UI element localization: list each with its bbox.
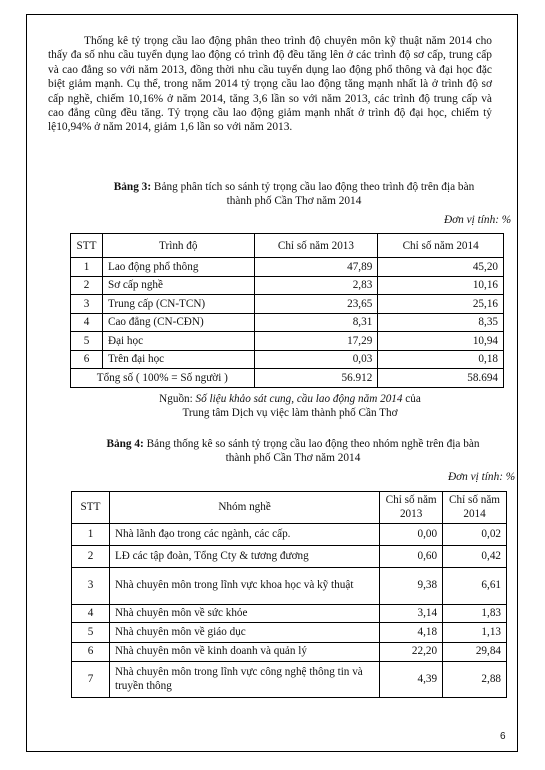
body-paragraph: Thống kê tỷ trọng cầu lao động phân theo trình độ chuyên môn kỹ thuật năm 2014 cho thấy đa số nhu cầu tuyển dụng lao động có trình độ đều tăng lên ở các trình độ sơ cấp, trung cấp và cao đẳng so với năm 2013, đồng thời nhu cầu tuyển dụng lao động phổ thông và đại học đặc biệt giảm mạnh. Cụ thể, trong năm 2014 tỷ trọng cầu lao động tăng mạnh nhất là ở trình độ sơ cấp nghề, chiếm 10,16% ở năm 2014, tăng 3,6 lần so với năm 2013, các trình độ trung cấp và cao đẳng cũng đều tăng. Tỷ trọng cầu lao động giảm mạnh nhất ở trình độ đại học, chiếm tỷ lệ10,94% ở năm 2014, giảm 1,6 lần so với năm 2013. xyxy=(48,35,492,134)
cell-2013: 9,38 xyxy=(380,568,443,605)
cell-label: LĐ các tập đoàn, Tổng Cty & tương đương xyxy=(109,546,379,568)
source-part2: cầu lao động năm 2014 xyxy=(296,393,403,405)
cell-2014: 6,61 xyxy=(443,568,507,605)
cell-stt: 7 xyxy=(72,662,110,698)
cell-2013: 0,60 xyxy=(380,546,443,568)
cell-2014: 8,35 xyxy=(378,313,504,332)
table-row xyxy=(72,605,507,623)
cell-label: Nhà chuyên môn trong lĩnh vực công nghệ thông tin và truyền thông xyxy=(109,662,379,698)
total-2014: 58.694 xyxy=(378,369,504,388)
cell-label: Lao động phổ thông xyxy=(102,258,254,277)
cell-label: Trên đại học xyxy=(102,350,254,369)
table-row xyxy=(71,295,504,314)
table4 xyxy=(71,491,507,698)
total-label: Tổng số ( 100% = Số người ) xyxy=(71,369,255,388)
cell-stt: 2 xyxy=(72,546,110,568)
source-prefix: Nguồn: xyxy=(159,393,196,405)
table3-source xyxy=(140,392,440,420)
cell-2014: 0,18 xyxy=(378,350,504,369)
table3-caption-text: Bảng phân tích so sánh tỷ trọng cầu lao động theo trình độ trên địa bàn xyxy=(151,181,475,193)
cell-2014: 0,42 xyxy=(443,546,507,568)
cell-label: Sơ cấp nghề xyxy=(102,276,254,295)
table-header-row xyxy=(72,492,507,524)
cell-stt: 4 xyxy=(71,313,103,332)
cell-stt: 5 xyxy=(72,623,110,643)
cell-label: Đại học xyxy=(102,332,254,351)
table-row xyxy=(71,276,504,295)
table-row xyxy=(72,643,507,662)
table-row xyxy=(72,623,507,643)
table-row xyxy=(72,568,507,605)
cell-2013: 8,31 xyxy=(254,313,378,332)
table4-body xyxy=(72,524,507,698)
cell-2014: 1,13 xyxy=(443,623,507,643)
cell-label: Trung cấp (CN-TCN) xyxy=(102,295,254,314)
table4-caption xyxy=(78,437,508,465)
cell-label: Nhà chuyên môn về sức khỏe xyxy=(109,605,379,623)
table-row xyxy=(72,546,507,568)
cell-2013: 4,39 xyxy=(380,662,443,698)
cell-2013: 2,83 xyxy=(254,276,378,295)
cell-2014: 2,88 xyxy=(443,662,507,698)
cell-label: Nhà chuyên môn về kinh doanh và quản lý xyxy=(109,643,379,662)
table3-unit: Đơn vị tính: % xyxy=(444,214,512,226)
cell-stt: 3 xyxy=(72,568,110,605)
cell-stt: 3 xyxy=(71,295,103,314)
table3-caption-line2: thành phố Cần Thơ năm 2014 xyxy=(226,195,362,208)
table-row xyxy=(72,662,507,698)
source-part1: Số liệu khảo sát cung, xyxy=(195,393,297,405)
table-row xyxy=(71,258,504,277)
cell-2014: 1,83 xyxy=(443,605,507,623)
cell-label: Nhà chuyên môn về giáo dục xyxy=(109,623,379,643)
cell-2013: 47,89 xyxy=(254,258,378,277)
table4-caption-label: Bảng 4: xyxy=(106,438,144,450)
cell-2014: 25,16 xyxy=(378,295,504,314)
header-nhom-nghe: Nhóm nghề xyxy=(109,492,379,524)
table3-caption xyxy=(84,180,504,208)
cell-2013: 22,20 xyxy=(380,643,443,662)
header-stt: STT xyxy=(72,492,110,524)
header-stt: STT xyxy=(71,234,103,258)
cell-2013: 0,00 xyxy=(380,524,443,546)
cell-2014: 10,16 xyxy=(378,276,504,295)
cell-2014: 45,20 xyxy=(378,258,504,277)
cell-2013: 3,14 xyxy=(380,605,443,623)
table3-body xyxy=(71,258,504,369)
cell-stt: 6 xyxy=(72,643,110,662)
cell-stt: 1 xyxy=(72,524,110,546)
page-number: 6 xyxy=(500,731,506,742)
cell-2014: 29,84 xyxy=(443,643,507,662)
header-trinh-do: Trình độ xyxy=(102,234,254,258)
header-2014: Chỉ số năm 2014 xyxy=(443,492,507,524)
table-header-row xyxy=(71,234,504,258)
cell-label: Nhà chuyên môn trong lĩnh vực khoa học và kỹ thuật xyxy=(109,568,379,605)
source-part3: của xyxy=(402,393,421,405)
cell-stt: 1 xyxy=(71,258,103,277)
cell-label: Cao đẳng (CN-CĐN) xyxy=(102,313,254,332)
table4-caption-line2: thành phố Cần Thơ năm 2014 xyxy=(225,452,361,465)
cell-2013: 0,03 xyxy=(254,350,378,369)
header-2013: Chỉ số năm 2013 xyxy=(254,234,378,258)
table-row xyxy=(71,350,504,369)
table4-caption-text: Bảng thống kê so sánh tỷ trọng cầu lao động theo nhóm nghề trên địa bàn xyxy=(143,438,480,450)
source-line2: Trung tâm Dịch vụ việc làm thành phố Cần Thơ xyxy=(182,407,398,419)
total-2013: 56.912 xyxy=(254,369,378,388)
table-total-row xyxy=(71,369,504,388)
cell-2014: 10,94 xyxy=(378,332,504,351)
table4-unit: Đơn vị tính: % xyxy=(448,471,516,483)
cell-2013: 17,29 xyxy=(254,332,378,351)
cell-stt: 6 xyxy=(71,350,103,369)
table-row xyxy=(72,524,507,546)
header-2014: Chỉ số năm 2014 xyxy=(378,234,504,258)
cell-2014: 0,02 xyxy=(443,524,507,546)
cell-stt: 4 xyxy=(72,605,110,623)
table3-caption-label: Bảng 3: xyxy=(113,181,152,193)
cell-stt: 5 xyxy=(71,332,103,351)
header-2013: Chỉ số năm 2013 xyxy=(380,492,443,524)
cell-2013: 4,18 xyxy=(380,623,443,643)
table-row xyxy=(71,313,504,332)
cell-2013: 23,65 xyxy=(254,295,378,314)
cell-stt: 2 xyxy=(71,276,103,295)
table-row xyxy=(71,332,504,351)
table3 xyxy=(70,233,504,388)
cell-label: Nhà lãnh đạo trong các ngành, các cấp. xyxy=(109,524,379,546)
